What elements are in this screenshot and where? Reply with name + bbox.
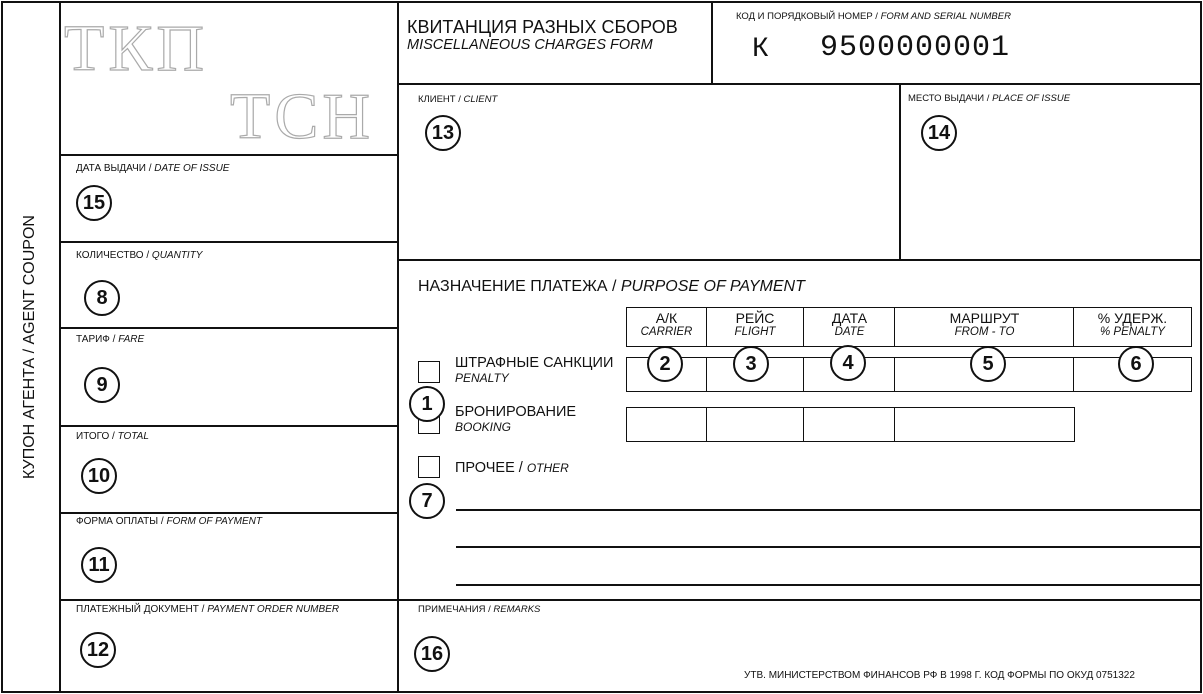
side-label: КУПОН АГЕНТА / AGENT COUPON bbox=[21, 215, 38, 479]
client-place-divider bbox=[899, 83, 901, 261]
penalty-label bbox=[455, 356, 613, 385]
remarks-divider bbox=[397, 599, 1202, 601]
serial-number: 9500000001 bbox=[820, 31, 1011, 65]
field-marker-1: 1 bbox=[409, 386, 445, 422]
logo-line2: ТСН bbox=[230, 80, 374, 153]
other-label: ПРОЧЕЕ / OTHER bbox=[455, 460, 569, 476]
field-marker-12: 12 bbox=[80, 632, 116, 668]
booking-route-cell[interactable] bbox=[894, 407, 1075, 442]
footer-note: УТВ. МИНИСТЕРСТВОМ ФИНАНСОВ РФ В 1998 Г. КОД ФОРМЫ ПО ОКУД 0751322 bbox=[744, 670, 1135, 681]
form-title-en: MISCELLANEOUS CHARGES FORM bbox=[407, 36, 653, 53]
field-marker-16: 16 bbox=[414, 636, 450, 672]
booking-flight-cell[interactable] bbox=[706, 407, 804, 442]
form-of-payment-label: ФОРМА ОПЛАТЫ / FORM OF PAYMENT bbox=[76, 516, 262, 527]
divider bbox=[59, 241, 399, 243]
field-marker-14: 14 bbox=[921, 115, 957, 151]
booking-label bbox=[455, 405, 576, 434]
other-line-2[interactable] bbox=[456, 546, 1200, 548]
field-marker-9: 9 bbox=[84, 367, 120, 403]
client-label: КЛИЕНТ / CLIENT bbox=[418, 94, 498, 105]
form-title-ru: КВИТАНЦИЯ РАЗНЫХ СБОРОВ bbox=[407, 17, 678, 37]
serial-code: К bbox=[752, 34, 769, 65]
purpose-title: НАЗНАЧЕНИЕ ПЛАТЕЖА / PURPOSE OF PAYMENT bbox=[418, 278, 805, 295]
side-divider bbox=[59, 1, 61, 693]
booking-label-en: BOOKING bbox=[455, 419, 512, 434]
date-of-issue-label: ДАТА ВЫДАЧИ / DATE OF ISSUE bbox=[76, 163, 230, 174]
field-marker-4: 4 bbox=[830, 345, 866, 381]
field-marker-2: 2 bbox=[647, 346, 683, 382]
total-label: ИТОГО / TOTAL bbox=[76, 431, 149, 442]
serial-label: КОД И ПОРЯДКОВЫЙ НОМЕР / FORM AND SERIAL NUMBER bbox=[736, 11, 1011, 22]
booking-label-ru: БРОНИРОВАНИЕ bbox=[455, 404, 577, 420]
field-marker-13: 13 bbox=[425, 115, 461, 151]
booking-date-cell[interactable] bbox=[803, 407, 896, 442]
quantity-label: КОЛИЧЕСТВО / QUANTITY bbox=[76, 250, 203, 261]
fare-label: ТАРИФ / FARE bbox=[76, 334, 145, 345]
payment-order-label: ПЛАТЕЖНЫЙ ДОКУМЕНТ / PAYMENT ORDER NUMBER bbox=[76, 604, 340, 615]
field-marker-10: 10 bbox=[81, 458, 117, 494]
remarks-label: ПРИМЕЧАНИЯ / REMARKS bbox=[418, 604, 541, 615]
carrier-col-label: А/К CARRIER bbox=[640, 310, 693, 338]
field-marker-5: 5 bbox=[970, 346, 1006, 382]
logo bbox=[62, 4, 396, 154]
field-marker-6: 6 bbox=[1118, 346, 1154, 382]
form-title bbox=[407, 18, 678, 54]
field-marker-11: 11 bbox=[81, 547, 117, 583]
penalty-pct-col-label: % УДЕРЖ. % PENALTY bbox=[1097, 310, 1168, 338]
field-marker-7: 7 bbox=[409, 483, 445, 519]
field-marker-15: 15 bbox=[76, 185, 112, 221]
penalty-label-ru: ШТРАФНЫЕ САНКЦИИ bbox=[455, 355, 614, 371]
title-serial-divider bbox=[711, 1, 713, 84]
date-col-label: ДАТА DATE bbox=[831, 310, 868, 338]
other-line-1[interactable] bbox=[456, 509, 1200, 511]
divider bbox=[59, 512, 399, 514]
divider bbox=[59, 425, 399, 427]
divider bbox=[59, 599, 399, 601]
header-divider bbox=[397, 83, 1202, 85]
purpose-top-divider bbox=[397, 259, 1202, 261]
penalty-label-en: PENALTY bbox=[455, 370, 509, 385]
booking-carrier-cell[interactable] bbox=[626, 407, 707, 442]
route-col-label: МАРШРУТ FROM - TO bbox=[949, 310, 1020, 338]
field-marker-8: 8 bbox=[84, 280, 120, 316]
logo-line1: ТКП bbox=[64, 12, 208, 85]
other-checkbox[interactable] bbox=[418, 456, 440, 478]
penalty-checkbox[interactable] bbox=[418, 361, 440, 383]
divider bbox=[59, 327, 399, 329]
field-marker-3: 3 bbox=[733, 346, 769, 382]
divider bbox=[59, 154, 399, 156]
place-of-issue-label: МЕСТО ВЫДАЧИ / PLACE OF ISSUE bbox=[908, 93, 1071, 104]
flight-col-label: РЕЙС FLIGHT bbox=[734, 310, 776, 338]
other-line-3[interactable] bbox=[456, 584, 1200, 586]
left-main-divider bbox=[397, 1, 399, 693]
